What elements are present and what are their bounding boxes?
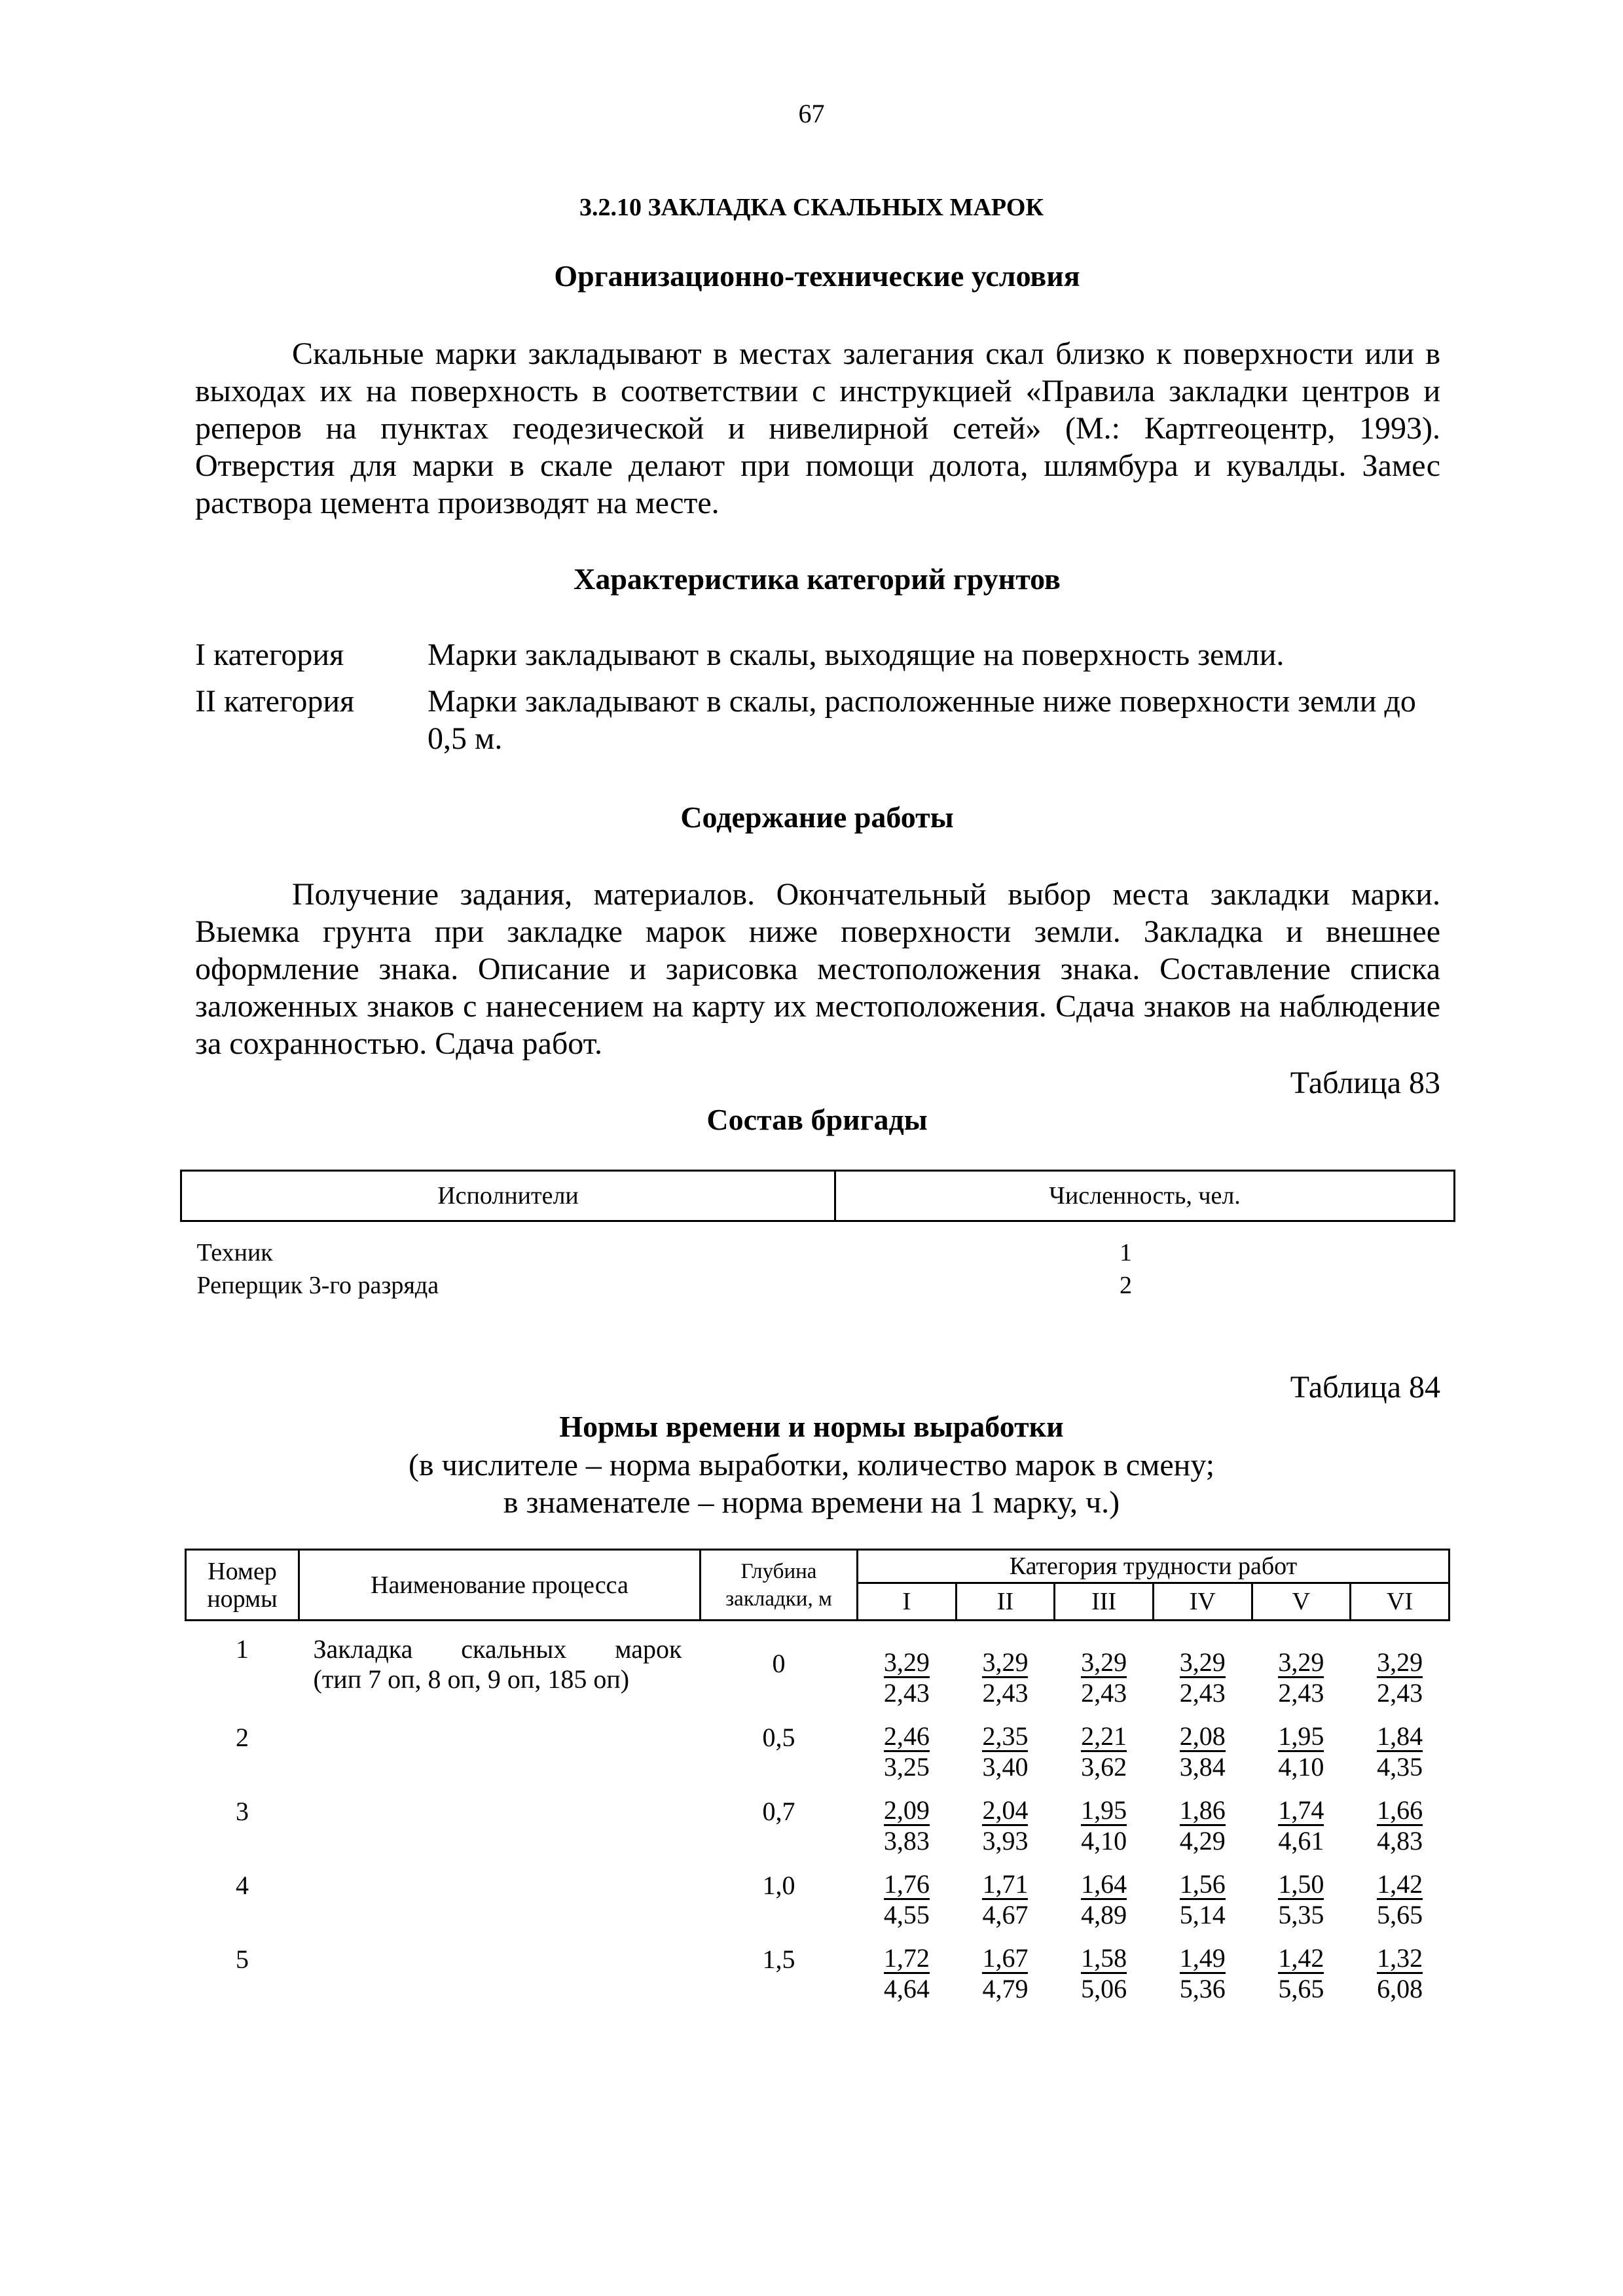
- table84-caption: Таблица 84: [1290, 1370, 1440, 1405]
- norm-value-cell: [956, 1621, 1055, 1709]
- norm-value-cell: [956, 1708, 1055, 1782]
- soil-category-label: II категория: [195, 684, 355, 719]
- time-norm-denominator: 4,10: [1278, 1752, 1324, 1782]
- time-norm-denominator: 4,79: [982, 1974, 1029, 2003]
- output-norm-numerator: 3,29: [1377, 1647, 1423, 1677]
- norms-table: [185, 1549, 1450, 2004]
- table-row: [186, 1930, 1450, 2004]
- norm-value-cell: [1252, 1856, 1351, 1930]
- output-norm-numerator: 1,49: [1179, 1943, 1226, 1973]
- norm-value-cell: [1252, 1782, 1351, 1856]
- norm-number: 2: [236, 1723, 249, 1752]
- depth-value: 0,7: [762, 1797, 795, 1826]
- table84-subtitle-line1: (в числителе – норма выработки, количество марок в смену;: [408, 1448, 1215, 1482]
- norm-fraction: [884, 1723, 930, 1782]
- depth-header-line1: Глубина: [740, 1559, 817, 1583]
- norm-value-cell: [858, 1621, 957, 1709]
- time-norm-denominator: 4,29: [1179, 1826, 1226, 1856]
- org-conditions-text: Скальные марки закладывают в местах залегания скал близко к поверхности или в выходах их на поверхность в соответствии с инструкцией «Правила закладки центров и реперов на пунктах геодезической и нивелирной сетей» (М.: Картгеоцентр, 1993). Отверстия для марки в скале делают при помощи долота, шлямбура и кувалды. Замес раствора цемента производят на месте.: [195, 336, 1440, 520]
- output-norm-numerator: 1,42: [1377, 1869, 1423, 1899]
- process-name-line1: [314, 1634, 682, 1664]
- time-norm-denominator: 5,35: [1278, 1900, 1324, 1929]
- time-norm-denominator: 2,43: [883, 1678, 930, 1708]
- norm-fraction: [1180, 1723, 1226, 1782]
- depth-value: 0: [772, 1649, 786, 1678]
- norm-value-cell: [1351, 1856, 1450, 1930]
- process-name: [299, 1930, 701, 2004]
- output-norm-numerator: 1,42: [1278, 1943, 1324, 1973]
- norm-fraction: [1278, 1871, 1324, 1930]
- norm-value-cell: [956, 1930, 1055, 2004]
- norm-value-cell: [1351, 1930, 1450, 2004]
- table84-title: Нормы времени и нормы выработки: [559, 1410, 1064, 1443]
- soil-category-text: Марки закладывают в скалы, выходящие на поверхность земли.: [428, 637, 1285, 672]
- norm-value-cell: [1055, 1930, 1154, 2004]
- norm-value-cell: [1055, 1782, 1154, 1856]
- time-norm-denominator: 5,65: [1278, 1974, 1324, 2003]
- output-norm-numerator: 1,32: [1377, 1943, 1423, 1973]
- process-name: [299, 1856, 701, 1930]
- column-header-performers: Исполнители: [181, 1171, 835, 1221]
- norm-value-cell: [1153, 1930, 1252, 2004]
- norm-fraction: [1081, 1723, 1127, 1782]
- depth-header-line2: закладки, м: [725, 1587, 832, 1611]
- work-content-paragraph: [195, 876, 1440, 1062]
- column-header-category-i: I: [858, 1583, 957, 1621]
- soil-categories-heading: Характеристика категорий грунтов: [574, 562, 1061, 596]
- norm-value-cell: [858, 1856, 957, 1930]
- norm-value-cell: [956, 1856, 1055, 1930]
- norm-number-header-line2: нормы: [207, 1585, 278, 1613]
- time-norm-denominator: 3,84: [1179, 1752, 1226, 1782]
- column-header-norm-number: [186, 1550, 299, 1621]
- norm-fraction: [884, 1649, 930, 1708]
- norm-fraction: [1377, 1871, 1423, 1930]
- performer-name: Реперщик 3-го разряда: [196, 1272, 439, 1299]
- work-content-heading: Содержание работы: [680, 800, 954, 834]
- norm-fraction: [1377, 1945, 1423, 2004]
- norm-number: 3: [236, 1797, 249, 1826]
- soil-category-item: [195, 636, 1440, 673]
- org-conditions-heading: Организационно-технические условия: [554, 259, 1080, 293]
- column-header-category-vi: VI: [1351, 1583, 1450, 1621]
- output-norm-numerator: 2,04: [982, 1795, 1029, 1825]
- time-norm-denominator: 3,40: [982, 1752, 1029, 1782]
- output-norm-numerator: 1,74: [1278, 1795, 1324, 1825]
- norm-value-cell: [1351, 1782, 1450, 1856]
- performer-count: 1: [1120, 1239, 1132, 1266]
- table-row: [186, 1621, 1450, 1709]
- time-norm-denominator: 6,08: [1377, 1974, 1423, 2003]
- column-header-category-ii: II: [956, 1583, 1055, 1621]
- page-number: 67: [798, 99, 825, 128]
- work-content-text: Получение задания, материалов. Окончательный выбор места закладки марки. Выемка грунта при закладке марок ниже поверхности земли. Закладка и внешнее оформление знака. Описание и зарисовка местоположения знака. Составление списка заложенных знаков с нанесением на карту их местоположения. Сдача знаков на наблюдение за сохранностью. Сдача работ.: [195, 877, 1440, 1061]
- time-norm-denominator: 3,62: [1081, 1752, 1127, 1782]
- time-norm-denominator: 2,43: [1179, 1678, 1226, 1708]
- norm-value-cell: [1252, 1708, 1351, 1782]
- time-norm-denominator: 4,10: [1081, 1826, 1127, 1856]
- norm-value-cell: [1153, 1621, 1252, 1709]
- norm-fraction: [1377, 1649, 1423, 1708]
- norm-value-cell: [1055, 1708, 1154, 1782]
- time-norm-denominator: 5,06: [1081, 1974, 1127, 2003]
- time-norm-denominator: 5,36: [1179, 1974, 1226, 2003]
- output-norm-numerator: 3,29: [883, 1647, 930, 1677]
- output-norm-numerator: 1,95: [1081, 1795, 1127, 1825]
- norm-value-cell: [1252, 1930, 1351, 2004]
- time-norm-denominator: 4,61: [1278, 1826, 1324, 1856]
- output-norm-numerator: 3,29: [1179, 1647, 1226, 1677]
- org-conditions-paragraph: [195, 335, 1440, 522]
- time-norm-denominator: 4,83: [1377, 1826, 1423, 1856]
- output-norm-numerator: 3,29: [1278, 1647, 1324, 1677]
- norm-fraction: [884, 1797, 930, 1856]
- output-norm-numerator: 1,50: [1278, 1869, 1324, 1899]
- time-norm-denominator: 4,35: [1377, 1752, 1423, 1782]
- soil-category-label: I категория: [195, 637, 344, 672]
- norm-number: 5: [236, 1945, 249, 1974]
- depth-value: 1,5: [762, 1945, 795, 1974]
- norm-fraction: [1180, 1945, 1226, 2004]
- norm-fraction: [1081, 1871, 1127, 1930]
- norm-fraction: [1180, 1649, 1226, 1708]
- norm-fraction: [982, 1649, 1028, 1708]
- norm-fraction: [1180, 1871, 1226, 1930]
- norm-value-cell: [858, 1782, 957, 1856]
- norm-value-cell: [1252, 1621, 1351, 1709]
- table-row: [186, 1782, 1450, 1856]
- process-name-word: скальных: [461, 1634, 567, 1664]
- norm-value-cell: [1153, 1856, 1252, 1930]
- norm-fraction: [982, 1945, 1028, 2004]
- norm-fraction: [1377, 1723, 1423, 1782]
- process-name: [299, 1621, 701, 1709]
- time-norm-denominator: 2,43: [1278, 1678, 1324, 1708]
- soil-category-text: Марки закладывают в скалы, расположенные ниже поверхности земли до 0,5 м.: [428, 684, 1416, 756]
- process-name-word: марок: [615, 1634, 682, 1664]
- process-name-word: Закладка: [313, 1634, 413, 1664]
- norms-table-header-row1: [186, 1550, 1450, 1583]
- output-norm-numerator: 2,46: [883, 1721, 930, 1751]
- norm-fraction: [1081, 1649, 1127, 1708]
- table84-subtitle-line2: в знаменателе – норма времени на 1 марку, ч.): [503, 1485, 1120, 1520]
- column-header-category-group: Категория трудности работ: [858, 1550, 1450, 1583]
- output-norm-numerator: 2,08: [1179, 1721, 1226, 1751]
- column-header-depth: [701, 1550, 858, 1621]
- depth-value: 0,5: [762, 1723, 795, 1752]
- process-name: [299, 1708, 701, 1782]
- norm-fraction: [982, 1797, 1028, 1856]
- norm-value-cell: [1153, 1708, 1252, 1782]
- norm-number: 4: [236, 1871, 249, 1900]
- soil-category-item: [195, 683, 1440, 757]
- time-norm-denominator: 4,55: [883, 1900, 930, 1929]
- time-norm-denominator: 4,89: [1081, 1900, 1127, 1929]
- output-norm-numerator: 1,86: [1179, 1795, 1226, 1825]
- crew-table-header: [181, 1171, 1455, 1221]
- norm-fraction: [1278, 1945, 1324, 2004]
- time-norm-denominator: 2,43: [1081, 1678, 1127, 1708]
- norm-value-cell: [1153, 1782, 1252, 1856]
- norm-fraction: [884, 1871, 930, 1930]
- section-title: 3.2.10 ЗАКЛАДКА СКАЛЬНЫХ МАРОК: [579, 194, 1044, 221]
- table-row: [181, 1221, 1455, 1270]
- output-norm-numerator: 1,58: [1081, 1943, 1127, 1973]
- time-norm-denominator: 5,14: [1179, 1900, 1226, 1929]
- norm-fraction: [884, 1945, 930, 2004]
- norm-fraction: [1081, 1945, 1127, 2004]
- norm-fraction: [982, 1871, 1028, 1930]
- norm-fraction: [1377, 1797, 1423, 1856]
- output-norm-numerator: 1,71: [982, 1869, 1029, 1899]
- output-norm-numerator: 1,76: [883, 1869, 930, 1899]
- table83-caption: Таблица 83: [1290, 1066, 1440, 1100]
- output-norm-numerator: 1,84: [1377, 1721, 1423, 1751]
- output-norm-numerator: 2,09: [883, 1795, 930, 1825]
- output-norm-numerator: 1,67: [982, 1943, 1029, 1973]
- norm-value-cell: [858, 1708, 957, 1782]
- depth-value: 1,0: [762, 1871, 795, 1900]
- norm-value-cell: [858, 1930, 957, 2004]
- norm-fraction: [1278, 1649, 1324, 1708]
- output-norm-numerator: 3,29: [982, 1647, 1029, 1677]
- column-header-process-name: Наименование процесса: [299, 1550, 701, 1621]
- time-norm-denominator: 5,65: [1377, 1900, 1423, 1929]
- time-norm-denominator: 3,83: [883, 1826, 930, 1856]
- table83-title: Состав бригады: [706, 1103, 928, 1136]
- column-header-category-iii: III: [1055, 1583, 1154, 1621]
- column-header-count: Численность, чел.: [835, 1171, 1455, 1221]
- norm-value-cell: [1055, 1621, 1154, 1709]
- time-norm-denominator: 2,43: [982, 1678, 1029, 1708]
- output-norm-numerator: 2,35: [982, 1721, 1029, 1751]
- column-header-category-iv: IV: [1153, 1583, 1252, 1621]
- norm-fraction: [1180, 1797, 1226, 1856]
- norm-value-cell: [1351, 1621, 1450, 1709]
- time-norm-denominator: 3,25: [883, 1752, 930, 1782]
- norm-value-cell: [956, 1782, 1055, 1856]
- time-norm-denominator: 4,64: [883, 1974, 930, 2003]
- norm-number: 1: [236, 1634, 249, 1664]
- time-norm-denominator: 4,67: [982, 1900, 1029, 1929]
- output-norm-numerator: 1,66: [1377, 1795, 1423, 1825]
- table-row: [186, 1708, 1450, 1782]
- norm-fraction: [1081, 1797, 1127, 1856]
- process-name: [299, 1782, 701, 1856]
- output-norm-numerator: 1,72: [883, 1943, 930, 1973]
- norm-number-header-line1: Номер: [208, 1557, 277, 1585]
- norm-value-cell: [1351, 1708, 1450, 1782]
- norm-fraction: [1278, 1797, 1324, 1856]
- output-norm-numerator: 2,21: [1081, 1721, 1127, 1751]
- norm-value-cell: [1055, 1856, 1154, 1930]
- performer-count: 2: [1120, 1272, 1132, 1299]
- output-norm-numerator: 3,29: [1081, 1647, 1127, 1677]
- output-norm-numerator: 1,56: [1179, 1869, 1226, 1899]
- column-header-category-v: V: [1252, 1583, 1351, 1621]
- crew-table: [180, 1170, 1455, 1302]
- time-norm-denominator: 3,93: [982, 1826, 1029, 1856]
- table-row: [181, 1269, 1455, 1302]
- norm-fraction: [982, 1723, 1028, 1782]
- process-name-line2: (тип 7 оп, 8 оп, 9 оп, 185 оп): [313, 1664, 630, 1694]
- norm-fraction: [1278, 1723, 1324, 1782]
- output-norm-numerator: 1,64: [1081, 1869, 1127, 1899]
- time-norm-denominator: 2,43: [1377, 1678, 1423, 1708]
- performer-name: Техник: [196, 1239, 273, 1266]
- table-row: [186, 1856, 1450, 1930]
- output-norm-numerator: 1,95: [1278, 1721, 1324, 1751]
